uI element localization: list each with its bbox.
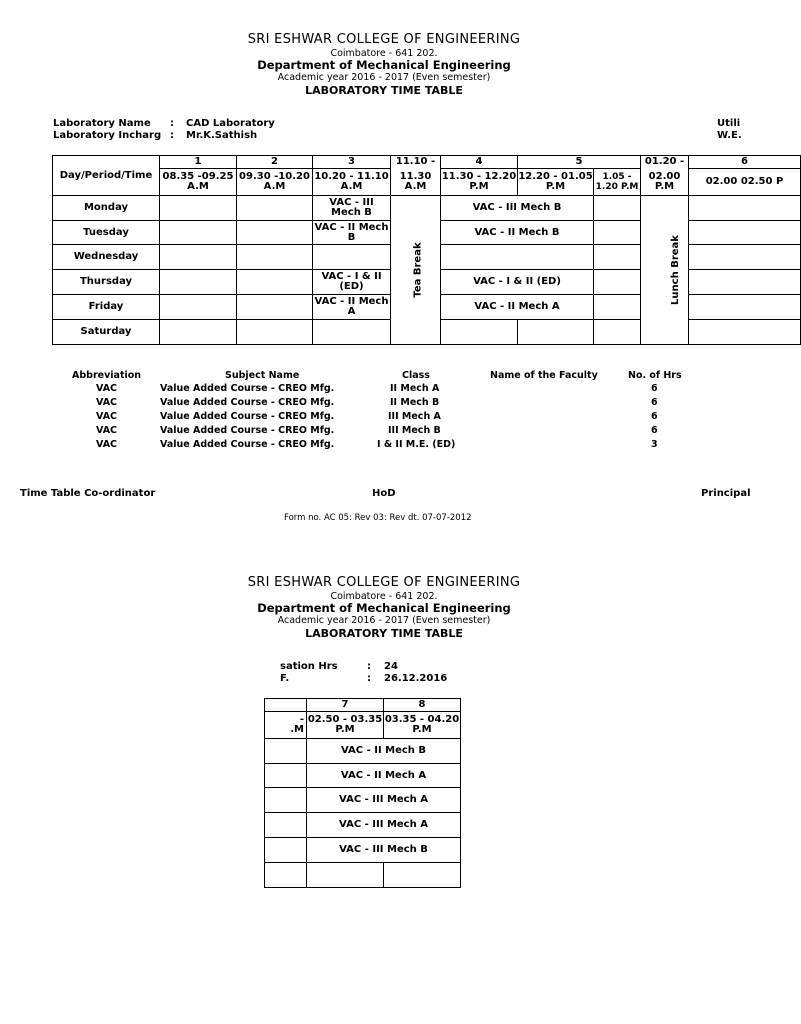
- legend-subject: Value Added Course - CREO Mfg.: [160, 439, 335, 450]
- time-3: 10.20 - 11.10 A.M: [313, 169, 391, 196]
- academic-year: Academic year 2016 - 2017 (Even semester): [277, 615, 491, 626]
- time-6-clipped: - .M: [265, 712, 307, 739]
- utilisation-colon: :: [367, 661, 371, 672]
- cell: [160, 245, 237, 270]
- cell: [689, 196, 801, 221]
- tea-time-start: 11.10 -: [391, 156, 441, 169]
- lab-incharge-label: Laboratory Incharg: [53, 130, 162, 141]
- principal-signature: Principal: [701, 488, 751, 499]
- time-6: 02.00 02.50 P: [689, 169, 801, 196]
- lab-incharge-colon: :: [170, 130, 174, 141]
- day-saturday: Saturday: [53, 320, 160, 345]
- cell: [594, 196, 641, 221]
- day-friday: Friday: [53, 295, 160, 320]
- cell: [689, 320, 801, 345]
- cell-mon-p3: VAC - III Mech B: [313, 196, 391, 221]
- legend-class: III Mech B: [388, 425, 441, 436]
- legend-header-abbreviation: Abbreviation: [72, 370, 142, 381]
- doc-title: LABORATORY TIME TABLE: [305, 84, 463, 97]
- legend-abbr: VAC: [96, 425, 118, 436]
- legend-class: I & II M.E. (ED): [377, 439, 456, 450]
- legend-class: III Mech A: [388, 411, 441, 422]
- cell-tue-p78: VAC - II Mech A: [307, 764, 461, 788]
- cell: [441, 245, 594, 270]
- lab-incharge-value: Mr.K.Sathish: [186, 130, 258, 141]
- utilisation-label: sation Hrs: [280, 661, 338, 672]
- college-name: SRI ESHWAR COLLEGE OF ENGINEERING: [247, 575, 521, 590]
- cell-thu-p3: VAC - I & II (ED): [313, 270, 391, 295]
- cell: [265, 764, 307, 788]
- college-name: SRI ESHWAR COLLEGE OF ENGINEERING: [247, 32, 521, 47]
- cell: [160, 221, 237, 245]
- legend-subject: Value Added Course - CREO Mfg.: [160, 411, 335, 422]
- doc-title: LABORATORY TIME TABLE: [305, 627, 463, 640]
- timetable: [52, 155, 801, 345]
- timetable-clip: [52, 155, 784, 345]
- lunch-break-label: Lunch Break: [669, 235, 681, 305]
- cell: [518, 320, 594, 345]
- day-monday: Monday: [53, 196, 160, 221]
- legend-abbr: VAC: [96, 411, 118, 422]
- lunch-break-cell: [641, 196, 689, 345]
- legend-subject: Value Added Course - CREO Mfg.: [160, 383, 335, 394]
- hod-signature: HoD: [372, 488, 396, 499]
- college-city: Coimbatore - 641 202.: [330, 48, 438, 59]
- abbreviation-legend: [0, 370, 768, 460]
- cell: [594, 221, 641, 245]
- timetable-continued: [264, 698, 461, 888]
- cell: [160, 196, 237, 221]
- legend-hours: 6: [651, 383, 658, 394]
- cell: [237, 270, 313, 295]
- legend-class: II Mech B: [390, 397, 440, 408]
- day-wednesday: Wednesday: [53, 245, 160, 270]
- cell: [689, 270, 801, 295]
- legend-header-subject: Subject Name: [225, 370, 300, 381]
- lab-name-colon: :: [170, 118, 174, 129]
- period-3: 3: [313, 156, 391, 169]
- tea-break-cell: [391, 196, 441, 345]
- cell: [594, 320, 641, 345]
- cell-tue-p3: VAC - II Mech B: [313, 221, 391, 245]
- cell: [265, 788, 307, 813]
- cell: [160, 270, 237, 295]
- we-value: 26.12.2016: [384, 673, 448, 684]
- cell-fri-p3: VAC - II Mech A: [313, 295, 391, 320]
- form-number: Form no. AC 05: Rev 03: Rev dt. 07-07-2012: [284, 513, 472, 523]
- lunch-time-end: 02.00 P.M: [641, 169, 689, 196]
- cell: [160, 320, 237, 345]
- cell-fri-p45: VAC - II Mech A: [441, 295, 594, 320]
- period-7: 7: [307, 699, 384, 712]
- tea-break-label: Tea Break: [412, 242, 424, 298]
- time-5b: 1.05 - 1.20 P.M: [594, 169, 641, 196]
- legend-abbr: VAC: [96, 383, 118, 394]
- cell-thu-p45: VAC - I & II (ED): [441, 270, 594, 295]
- cell: [265, 838, 307, 863]
- cell: [265, 699, 307, 712]
- cell: [237, 196, 313, 221]
- cell: [265, 739, 307, 764]
- cell: [313, 245, 391, 270]
- cell-mon-p45: VAC - III Mech B: [441, 196, 594, 221]
- corner-header: Day/Period/Time: [53, 156, 160, 196]
- time-1: 08.35 -09.25 A.M: [160, 169, 237, 196]
- cell: [237, 221, 313, 245]
- utilisation-label-clipped: Utili: [717, 118, 741, 129]
- cell-mon-p78: VAC - II Mech B: [307, 739, 461, 764]
- legend-subject: Value Added Course - CREO Mfg.: [160, 425, 335, 436]
- cell: [689, 245, 801, 270]
- legend-abbr: VAC: [96, 397, 118, 408]
- time-8: 03.35 - 04.20 P.M: [384, 712, 461, 739]
- lunch-time-start: 01.20 -: [641, 156, 689, 169]
- legend-hours: 6: [651, 397, 658, 408]
- cell-thu-p78: VAC - III Mech A: [307, 813, 461, 838]
- cell: [237, 295, 313, 320]
- cell: [441, 320, 518, 345]
- utilisation-value: 24: [384, 661, 398, 672]
- we-label-clipped: W.E.: [717, 130, 742, 141]
- tea-time-end: 11.30 A.M: [391, 169, 441, 196]
- period-1: 1: [160, 156, 237, 169]
- department-name: Department of Mechanical Engineering: [257, 58, 511, 72]
- cell-fri-p78: VAC - III Mech B: [307, 838, 461, 863]
- cell: [237, 245, 313, 270]
- we-colon: :: [367, 673, 371, 684]
- legend-class: II Mech A: [390, 383, 440, 394]
- coordinator-signature: Time Table Co-ordinator: [20, 488, 156, 499]
- time-2: 09.30 -10.20 A.M: [237, 169, 313, 196]
- lab-name-value: CAD Laboratory: [186, 118, 275, 129]
- cell: [313, 320, 391, 345]
- cell: [237, 320, 313, 345]
- day-tuesday: Tuesday: [53, 221, 160, 245]
- cell: [384, 863, 461, 888]
- cell: [689, 295, 801, 320]
- legend-subject: Value Added Course - CREO Mfg.: [160, 397, 335, 408]
- time-4: 11.30 - 12.20 P.M: [441, 169, 518, 196]
- cell: [594, 295, 641, 320]
- legend-header-class: Class: [402, 370, 430, 381]
- legend-header-faculty: Name of the Faculty: [490, 370, 598, 381]
- period-6: 6: [689, 156, 801, 169]
- period-2: 2: [237, 156, 313, 169]
- cell-tue-p45: VAC - II Mech B: [441, 221, 594, 245]
- academic-year: Academic year 2016 - 2017 (Even semester): [277, 72, 491, 83]
- period-4: 4: [441, 156, 518, 169]
- lab-name-label: Laboratory Name: [53, 118, 151, 129]
- period-8: 8: [384, 699, 461, 712]
- cell: [689, 221, 801, 245]
- period-5: 5: [518, 156, 641, 169]
- college-city: Coimbatore - 641 202.: [330, 591, 438, 602]
- cell: [265, 863, 307, 888]
- legend-abbr: VAC: [96, 439, 118, 450]
- time-5: 12.20 - 01.05 P.M: [518, 169, 594, 196]
- legend-hours: 6: [651, 411, 658, 422]
- day-thursday: Thursday: [53, 270, 160, 295]
- cell: [594, 245, 641, 270]
- we-label: F.: [280, 673, 290, 684]
- timetable2-clip: [280, 698, 462, 888]
- cell: [160, 295, 237, 320]
- department-name: Department of Mechanical Engineering: [257, 601, 511, 615]
- cell: [265, 813, 307, 838]
- time-7: 02.50 - 03.35 P.M: [307, 712, 384, 739]
- legend-hours: 6: [651, 425, 658, 436]
- cell-wed-p78: VAC - III Mech A: [307, 788, 461, 813]
- legend-hours: 3: [651, 439, 658, 450]
- cell: [594, 270, 641, 295]
- cell: [307, 863, 384, 888]
- legend-header-hours: No. of Hrs: [628, 370, 682, 381]
